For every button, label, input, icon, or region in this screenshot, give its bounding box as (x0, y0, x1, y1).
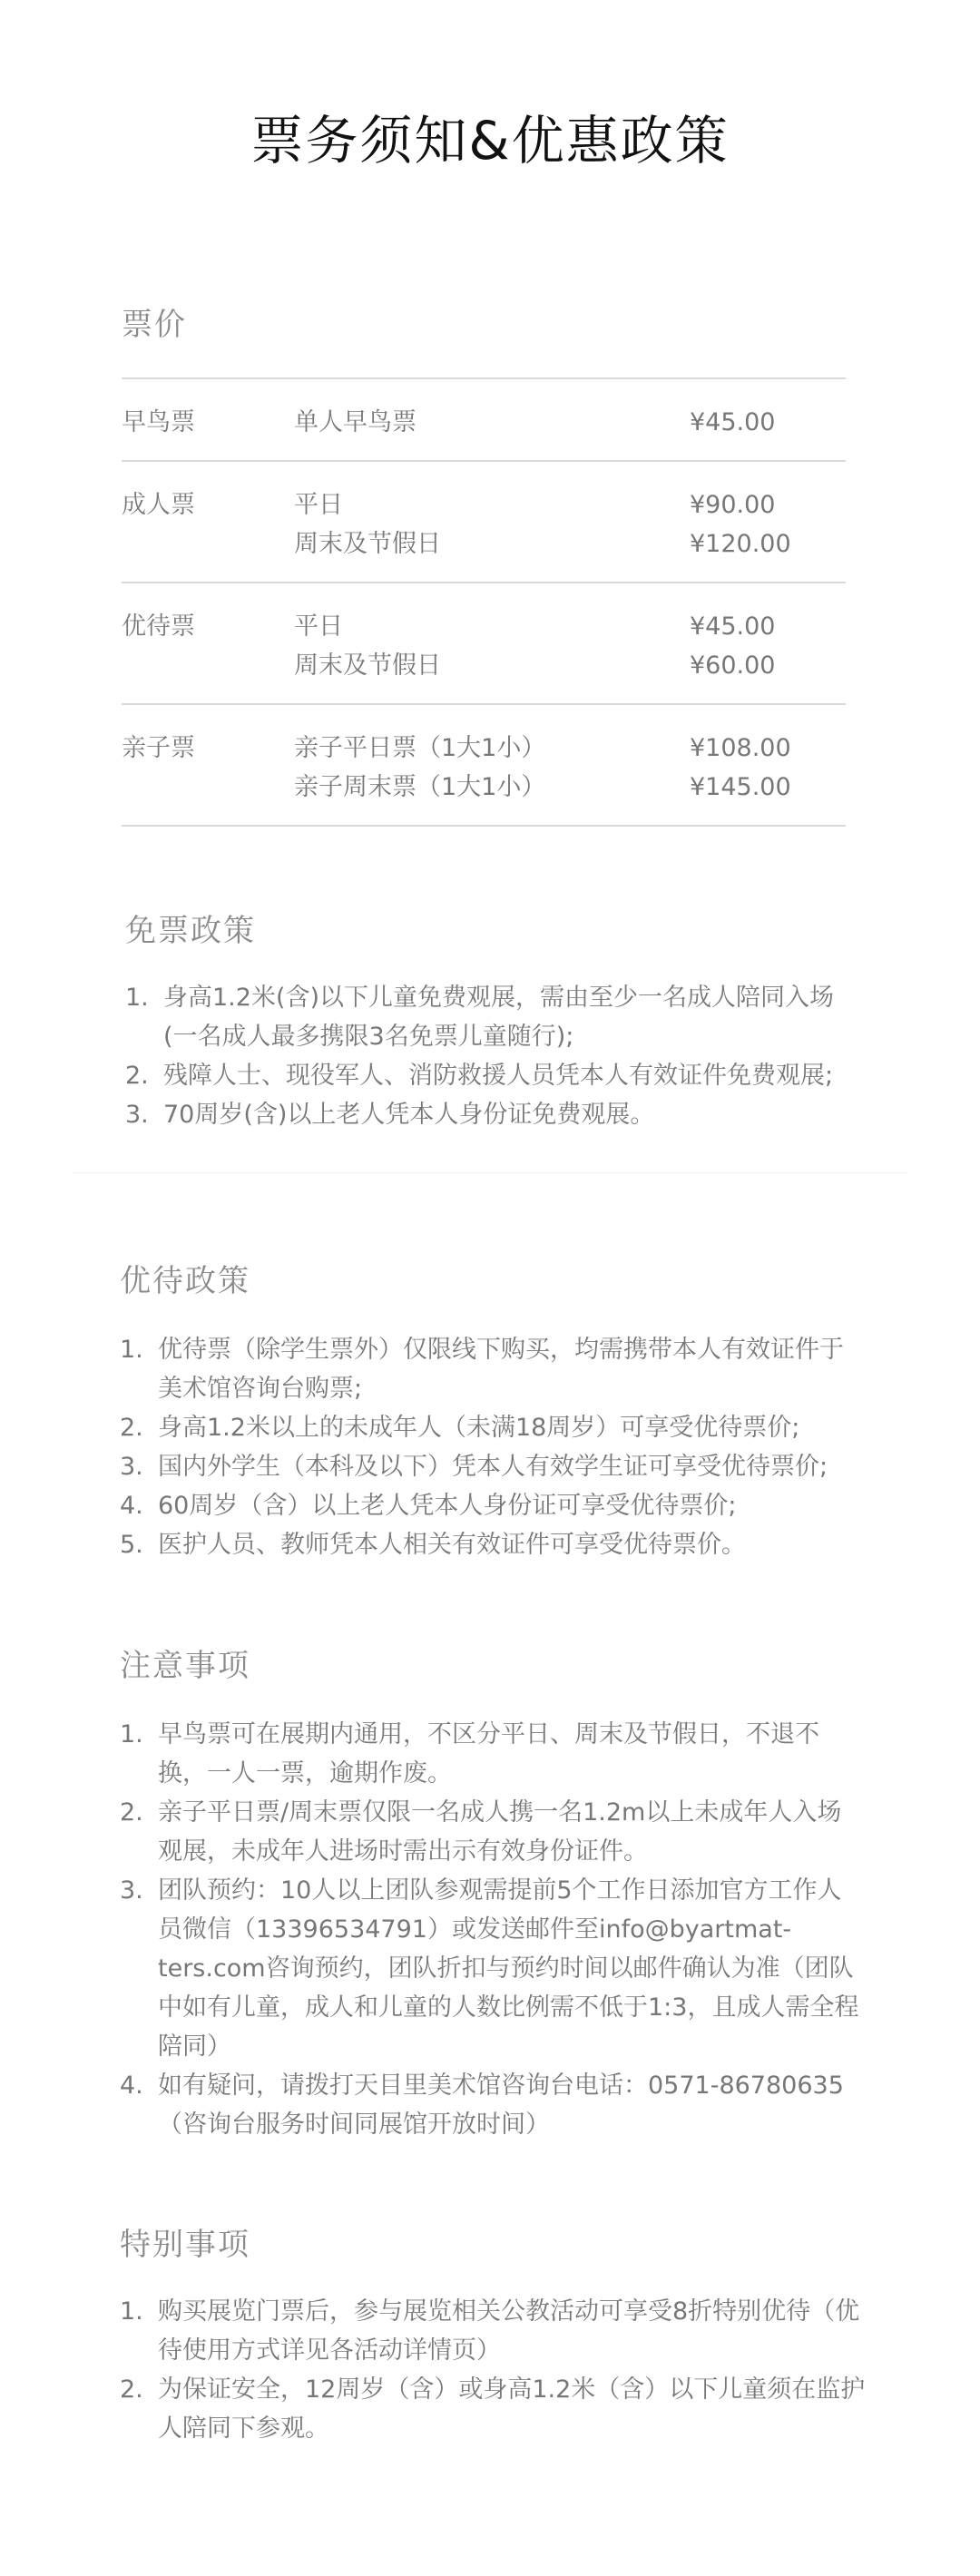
special-list (120, 2292, 866, 2448)
list-number: 3. (125, 1101, 149, 1129)
list-text: 身高1.2米(含)以下儿童免费观展，需由至少一名成人陪同入场(一名成人最多携限3名免票儿童随行); (163, 984, 835, 1051)
list-number: 2. (120, 1414, 143, 1442)
list-text: 优待票（除学生票外）仅限线下购买，均需携带本人有效证件于美术馆咨询台购票; (158, 1336, 844, 1403)
ticket-row-adult (122, 462, 846, 583)
ticket-name: 亲子周末票（1大1小） (294, 773, 546, 801)
free-policy-list (125, 978, 851, 1134)
list-item (125, 978, 851, 1056)
ticket-name: 平日 (294, 612, 343, 641)
list-number: 1. (120, 2297, 143, 2326)
list-text: 亲子平日票/周末票仅限一名成人携一名1.2m以上未成年人入场观展，未成年人进场时需出示有效身份证件。 (158, 1798, 842, 1866)
discount-policy-heading: 优待政策 (120, 1263, 250, 1299)
page-title: 票务须知&优惠政策 (250, 110, 730, 171)
list-text: 国内外学生（本科及以下）凭本人有效学生证可享受优待票价; (158, 1453, 828, 1481)
list-item (120, 2370, 866, 2448)
list-text: 购买展览门票后，参与展览相关公教活动可享受8折特别优待（优待使用方式详见各活动详情页） (158, 2297, 860, 2365)
ticket-price: ¥60.00 (690, 651, 776, 680)
list-text: 70周岁(含)以上老人凭本人身份证免费观展。 (163, 1101, 655, 1129)
ticket-name: 单人早鸟票 (294, 408, 416, 436)
list-text: 残障人士、现役军人、消防救援人员凭本人有效证件免费观展; (163, 1062, 834, 1090)
ticket-category: 亲子票 (122, 734, 195, 762)
list-item (120, 1486, 862, 1525)
ticket-row-family (122, 705, 846, 827)
list-number: 1. (120, 1720, 143, 1748)
ticket-price: ¥90.00 (690, 491, 776, 519)
ticket-row-early-bird (122, 379, 846, 462)
discount-policy-list (120, 1330, 862, 1564)
list-number: 3. (120, 1453, 143, 1481)
list-number: 2. (120, 1798, 143, 1827)
ticket-price: ¥45.00 (690, 612, 776, 641)
ticket-name: 周末及节假日 (294, 530, 441, 558)
ticket-name: 亲子平日票（1大1小） (294, 734, 546, 762)
list-text: 如有疑问，请拨打天目里美术馆咨询台电话：0571-86780635 （咨询台服务时间同展馆开放时间） (158, 2072, 844, 2139)
pricing-heading: 票价 (122, 307, 187, 343)
list-item (120, 1447, 862, 1486)
ticket-price: ¥108.00 (690, 734, 791, 762)
list-number: 2. (125, 1062, 149, 1090)
ticket-price: ¥45.00 (690, 408, 776, 436)
ticket-category: 早鸟票 (122, 408, 195, 436)
ticket-category: 优待票 (122, 612, 195, 641)
list-item (120, 2066, 866, 2144)
list-item (120, 1525, 862, 1564)
list-number: 1. (125, 984, 149, 1012)
list-item (120, 1793, 866, 1871)
list-number: 2. (120, 2375, 143, 2404)
list-number: 4. (120, 1492, 143, 1520)
list-text: 团队预约：10人以上团队参观需提前5个工作日添加官方工作人员微信（13396534791）或发送邮件至info@byartmat-ters.com咨询预约，团队折扣与预约时间以邮件确认为准（团队中如有儿童，成人和儿童的人数比例需不低于1:3，且成人需全程陪同） (158, 1876, 859, 2061)
notes-heading: 注意事项 (120, 1648, 250, 1684)
list-number: 3. (120, 1876, 143, 1905)
list-item (125, 1095, 851, 1134)
list-item (120, 1330, 862, 1408)
ticket-category: 成人票 (122, 491, 195, 519)
list-item (120, 1715, 866, 1793)
ticket-name: 周末及节假日 (294, 651, 441, 680)
divider (73, 1172, 907, 1173)
list-item (120, 1408, 862, 1447)
list-number: 4. (120, 2072, 143, 2100)
ticket-price: ¥145.00 (690, 773, 791, 801)
special-heading: 特别事项 (120, 2227, 250, 2263)
ticket-price-table (122, 377, 846, 827)
list-text: 为保证安全，12周岁（含）或身高1.2米（含）以下儿童须在监护人陪同下参观。 (158, 2375, 866, 2443)
list-item (125, 1056, 851, 1095)
list-number: 5. (120, 1531, 143, 1559)
list-text: 早鸟票可在展期内通用，不区分平日、周末及节假日，不退不换，一人一票，逾期作废。 (158, 1720, 819, 1788)
notes-list (120, 1715, 866, 2144)
list-item (120, 1871, 866, 2066)
list-text: 医护人员、教师凭本人相关有效证件可享受优待票价。 (158, 1531, 746, 1559)
free-policy-heading: 免票政策 (125, 913, 256, 949)
ticket-price: ¥120.00 (690, 530, 791, 558)
list-item (120, 2292, 866, 2370)
ticket-name: 平日 (294, 491, 343, 519)
list-number: 1. (120, 1336, 143, 1364)
ticket-row-concession (122, 583, 846, 705)
list-text: 60周岁（含）以上老人凭本人身份证可享受优待票价; (158, 1492, 737, 1520)
list-text: 身高1.2米以上的未成年人（未满18周岁）可享受优待票价; (158, 1414, 800, 1442)
